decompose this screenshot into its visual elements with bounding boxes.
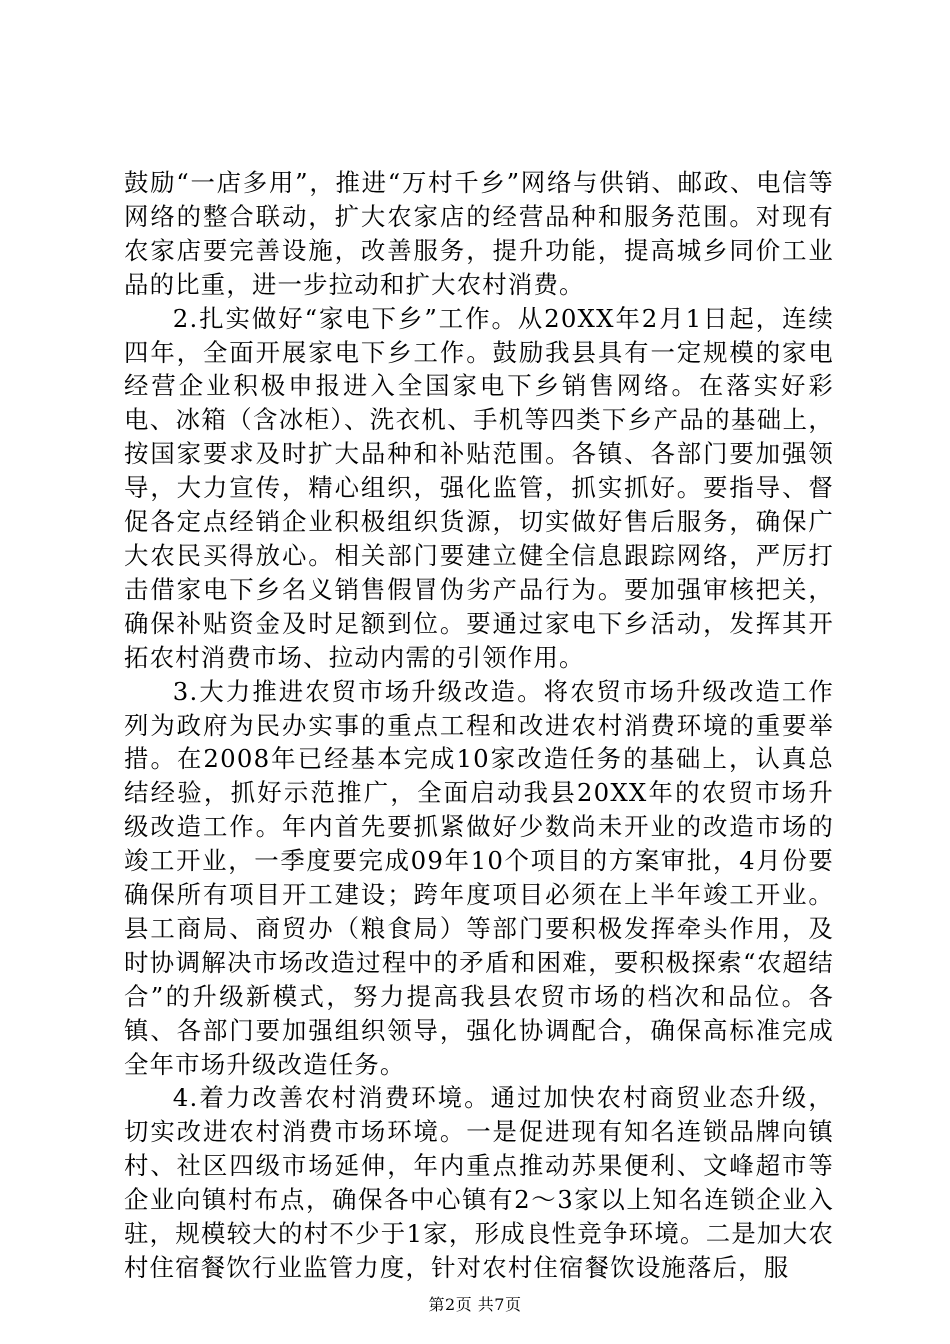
- document-body: [124, 166, 834, 1285]
- paragraph-market-upgrade: 3.大力推进农贸市场升级改造。将农贸市场升级改造工作列为政府为民办实事的重点工程和改进农村消费环境的重要举措。在2008年已经基本完成10家改造任务的基础上，认真总结经验，抓好示范推广，全面启动我县20XX年的农贸市场升级改造工作。年内首先要抓紧做好少数尚未开业的改造市场的竣工开业，一季度要完成09年10个项目的方案审批，4月份要确保所有项目开工建设；跨年度项目必须在上半年竣工开业。县工商局、商贸办（粮食局）等部门要积极发挥牵头作用，及时协调解决市场改造过程中的矛盾和困难，要积极探索“农超结合”的升级新模式，努力提高我县农贸市场的档次和品位。各镇、各部门要加强组织领导，强化协调配合，确保高标准完成全年市场升级改造任务。: [124, 676, 834, 1079]
- page-number-footer: 第2页 共7页: [428, 1295, 522, 1314]
- paragraph-continuation: 鼓励“一店多用”，推进“万村千乡”网络与供销、邮政、电信等网络的整合联动，扩大农家店的经营品种和服务范围。对现有农家店要完善设施，改善服务，提升功能，提高城乡同价工业品的比重，进一步拉动和扩大农村消费。: [124, 168, 834, 299]
- paragraph-appliances-to-countryside: 2.扎实做好“家电下乡”工作。从20XX年2月1日起，连续四年，全面开展家电下乡工作。鼓励我县具有一定规模的家电经营企业积极申报进入全国家电下乡销售网络。在落实好彩电、冰箱（含冰柜）、洗衣机、手机等四类下乡产品的基础上，按国家要求及时扩大品种和补贴范围。各镇、各部门要加强领导，大力宣传，精心组织，强化监管，抓实抓好。要指导、督促各定点经销企业积极组织货源，切实做好售后服务，确保广大农民买得放心。相关部门要建立健全信息跟踪网络，严厉打击借家电下乡名义销售假冒伪劣产品行为。要加强审核把关，确保补贴资金及时足额到位。要通过家电下乡活动，发挥其开拓农村消费市场、拉动内需的引领作用。: [124, 303, 834, 672]
- paragraph-consumption-environment: 4.着力改善农村消费环境。通过加快农村商贸业态升级，切实改进农村消费市场环境。一是促进现有知名连锁品牌向镇村、社区四级市场延伸，年内重点推动苏果便利、文峰超市等企业向镇村布点，确保各中心镇有2～3家以上知名连锁企业入驻，规模较大的村不少于1家，形成良性竞争环境。二是加大农村住宿餐饮行业监管力度，针对农村住宿餐饮设施落后，服: [124, 1083, 834, 1282]
